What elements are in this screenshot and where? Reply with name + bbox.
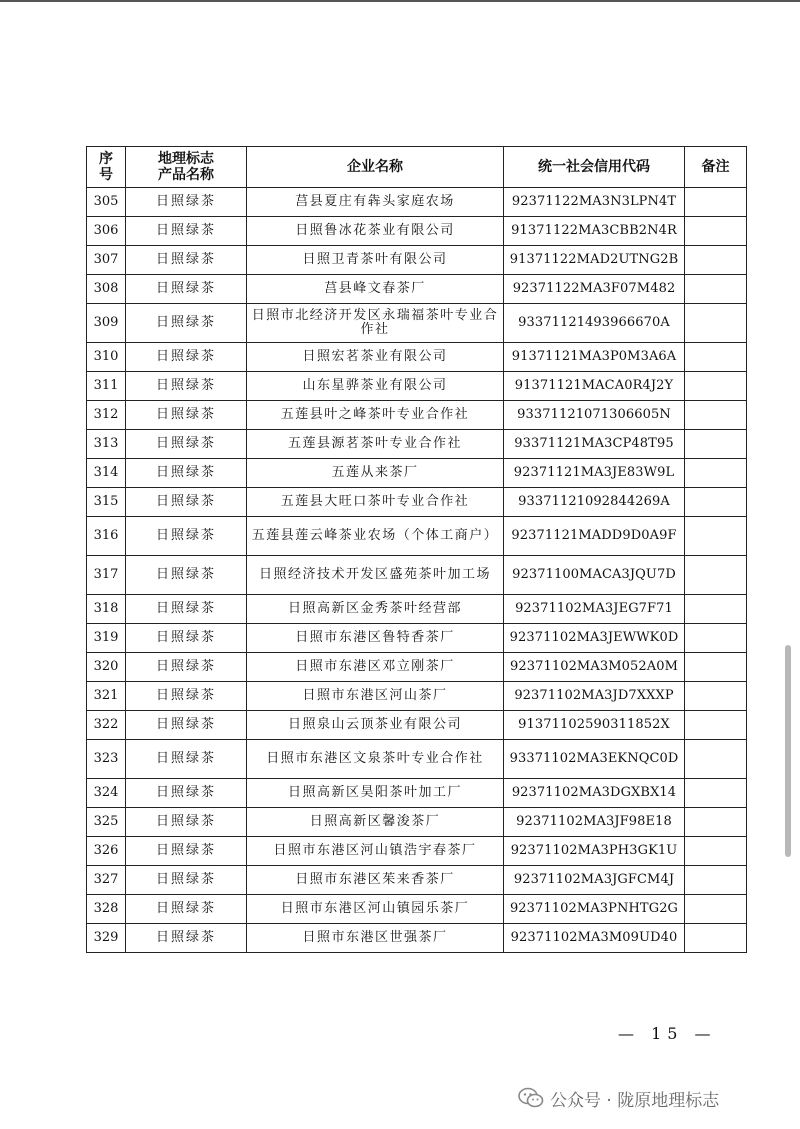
table-row (87, 304, 747, 343)
cell-note (685, 837, 747, 866)
cell-serial-number: 309 (87, 304, 126, 343)
cell-credit-code: 91371121MACA0R4J2Y (504, 372, 685, 401)
cell-gi-product: 日照绿茶 (126, 246, 247, 275)
cell-credit-code: 92371102MA3DGXBX14 (504, 779, 685, 808)
cell-credit-code: 91371122MA3CBB2N4R (504, 217, 685, 246)
table-row (87, 401, 747, 430)
cell-serial-number: 325 (87, 808, 126, 837)
cell-note (685, 740, 747, 779)
cell-credit-code: 93371102MA3EKNQC0D (504, 740, 685, 779)
cell-company-name: 日照鲁冰花茶业有限公司 (247, 217, 504, 246)
cell-gi-product: 日照绿茶 (126, 488, 247, 517)
table-row (87, 343, 747, 372)
cell-note (685, 401, 747, 430)
cell-company-name: 日照市东港区河山镇园乐茶厂 (247, 895, 504, 924)
table-row (87, 595, 747, 624)
cell-serial-number: 321 (87, 682, 126, 711)
cell-note (685, 517, 747, 556)
cell-gi-product: 日照绿茶 (126, 895, 247, 924)
header-gi-line2: 产品名称 (158, 167, 214, 183)
table-row (87, 653, 747, 682)
cell-note (685, 275, 747, 304)
cell-gi-product: 日照绿茶 (126, 779, 247, 808)
wechat-official-account-icon (518, 1087, 544, 1109)
page-number: — 15 — (618, 1024, 717, 1043)
cell-company-name: 日照高新区金秀茶叶经营部 (247, 595, 504, 624)
cell-note (685, 653, 747, 682)
cell-company-name: 日照市东港区邓立刚茶厂 (247, 653, 504, 682)
cell-credit-code: 92371102MA3M052A0M (504, 653, 685, 682)
table-row (87, 430, 747, 459)
cell-serial-number: 305 (87, 188, 126, 217)
cell-company-name: 日照高新区昊阳茶叶加工厂 (247, 779, 504, 808)
cell-company-name: 五莲县源茗茶叶专业合作社 (247, 430, 504, 459)
cell-gi-product: 日照绿茶 (126, 372, 247, 401)
table-row (87, 779, 747, 808)
cell-note (685, 711, 747, 740)
cell-gi-product: 日照绿茶 (126, 556, 247, 595)
cell-note (685, 808, 747, 837)
cell-gi-product: 日照绿茶 (126, 217, 247, 246)
scrollbar-thumb[interactable] (785, 645, 791, 857)
table-row (87, 517, 747, 556)
cell-credit-code: 93371121071306605N (504, 401, 685, 430)
cell-gi-product: 日照绿茶 (126, 188, 247, 217)
cell-serial-number: 317 (87, 556, 126, 595)
cell-company-name: 日照市东港区河山茶厂 (247, 682, 504, 711)
cell-note (685, 188, 747, 217)
cell-gi-product: 日照绿茶 (126, 304, 247, 343)
cell-note (685, 682, 747, 711)
cell-serial-number: 320 (87, 653, 126, 682)
cell-credit-code: 92371102MA3PNHTG2G (504, 895, 685, 924)
table-row (87, 624, 747, 653)
cell-note (685, 217, 747, 246)
cell-note (685, 924, 747, 953)
table-row (87, 866, 747, 895)
cell-note (685, 556, 747, 595)
cell-serial-number: 306 (87, 217, 126, 246)
cell-credit-code: 93371121493966670A (504, 304, 685, 343)
table-row (87, 188, 747, 217)
cell-company-name: 日照经济技术开发区盛苑茶叶加工场 (247, 556, 504, 595)
cell-company-name: 日照市东港区河山镇浩宇春茶厂 (247, 837, 504, 866)
cell-serial-number: 314 (87, 459, 126, 488)
cell-credit-code: 92371102MA3JEG7F71 (504, 595, 685, 624)
cell-note (685, 595, 747, 624)
cell-company-name: 日照高新区馨浚茶厂 (247, 808, 504, 837)
table-row (87, 837, 747, 866)
header-serial-line1: 序 (99, 151, 113, 167)
table-row (87, 682, 747, 711)
cell-gi-product: 日照绿茶 (126, 924, 247, 953)
cell-credit-code: 92371102MA3JGFCM4J (504, 866, 685, 895)
cell-serial-number: 307 (87, 246, 126, 275)
table-row (87, 556, 747, 595)
table-row (87, 488, 747, 517)
cell-company-name: 日照市东港区鲁特香茶厂 (247, 624, 504, 653)
cell-gi-product: 日照绿茶 (126, 837, 247, 866)
cell-credit-code: 91371122MAD2UTNG2B (504, 246, 685, 275)
cell-credit-code: 92371102MA3M09UD40 (504, 924, 685, 953)
cell-note (685, 372, 747, 401)
cell-serial-number: 311 (87, 372, 126, 401)
cell-gi-product: 日照绿茶 (126, 517, 247, 556)
cell-company-name: 日照市东港区文泉茶叶专业合作社 (247, 740, 504, 779)
header-gi-line1: 地理标志 (158, 151, 214, 167)
table-row (87, 740, 747, 779)
cell-note (685, 430, 747, 459)
table-row (87, 895, 747, 924)
cell-gi-product: 日照绿茶 (126, 653, 247, 682)
cell-serial-number: 328 (87, 895, 126, 924)
cell-serial-number: 322 (87, 711, 126, 740)
table-row (87, 924, 747, 953)
cell-serial-number: 310 (87, 343, 126, 372)
cell-company-name: 五莲县大旺口茶叶专业合作社 (247, 488, 504, 517)
cell-serial-number: 327 (87, 866, 126, 895)
cell-gi-product: 日照绿茶 (126, 459, 247, 488)
cell-note (685, 624, 747, 653)
cell-company-name: 日照市东港区世强茶厂 (247, 924, 504, 953)
cell-serial-number: 316 (87, 517, 126, 556)
table-body (87, 188, 747, 953)
cell-credit-code: 92371122MA3F07M482 (504, 275, 685, 304)
header-serial-number (87, 147, 126, 188)
cell-credit-code: 91371102590311852X (504, 711, 685, 740)
cell-gi-product: 日照绿茶 (126, 711, 247, 740)
cell-gi-product: 日照绿茶 (126, 866, 247, 895)
header-note: 备注 (685, 147, 747, 188)
cell-company-name: 五莲县莲云峰茶业农场（个体工商户） (247, 517, 504, 556)
cell-serial-number: 326 (87, 837, 126, 866)
cell-company-name: 日照卫青茶叶有限公司 (247, 246, 504, 275)
cell-serial-number: 318 (87, 595, 126, 624)
cell-gi-product: 日照绿茶 (126, 595, 247, 624)
cell-credit-code: 92371121MADD9D0A9F (504, 517, 685, 556)
cell-credit-code: 93371121MA3CP48T95 (504, 430, 685, 459)
cell-company-name: 五莲从来茶厂 (247, 459, 504, 488)
cell-credit-code: 92371122MA3N3LPN4T (504, 188, 685, 217)
cell-serial-number: 324 (87, 779, 126, 808)
table-row (87, 217, 747, 246)
table-row (87, 711, 747, 740)
cell-company-name: 日照宏茗茶业有限公司 (247, 343, 504, 372)
cell-credit-code: 92371102MA3JEWWK0D (504, 624, 685, 653)
cell-company-name: 日照市北经济开发区永瑞福茶叶专业合作社 (247, 304, 504, 343)
cell-gi-product: 日照绿茶 (126, 624, 247, 653)
cell-gi-product: 日照绿茶 (126, 275, 247, 304)
watermark-text: 公众号 · 陇原地理标志 (550, 1090, 720, 1111)
cell-note (685, 779, 747, 808)
cell-company-name: 日照泉山云顶茶业有限公司 (247, 711, 504, 740)
cell-note (685, 866, 747, 895)
cell-serial-number: 315 (87, 488, 126, 517)
cell-serial-number: 313 (87, 430, 126, 459)
cell-serial-number: 308 (87, 275, 126, 304)
cell-credit-code: 92371102MA3JD7XXXP (504, 682, 685, 711)
cell-credit-code: 93371121092844269A (504, 488, 685, 517)
cell-credit-code: 92371102MA3JF98E18 (504, 808, 685, 837)
header-company-name: 企业名称 (247, 147, 504, 188)
cell-note (685, 459, 747, 488)
cell-company-name: 山东星骅茶业有限公司 (247, 372, 504, 401)
cell-note (685, 895, 747, 924)
cell-credit-code: 92371102MA3PH3GK1U (504, 837, 685, 866)
cell-gi-product: 日照绿茶 (126, 343, 247, 372)
header-gi-product (126, 147, 247, 188)
cell-note (685, 304, 747, 343)
watermark (518, 1084, 719, 1112)
cell-note (685, 488, 747, 517)
table-row (87, 808, 747, 837)
cell-credit-code: 92371100MACA3JQU7D (504, 556, 685, 595)
table-header-row (87, 147, 747, 188)
cell-gi-product: 日照绿茶 (126, 740, 247, 779)
header-serial-line2: 号 (99, 167, 113, 183)
table-row (87, 372, 747, 401)
cell-note (685, 343, 747, 372)
cell-company-name: 日照市东港区茱来香茶厂 (247, 866, 504, 895)
cell-serial-number: 312 (87, 401, 126, 430)
cell-note (685, 246, 747, 275)
cell-serial-number: 323 (87, 740, 126, 779)
cell-serial-number: 329 (87, 924, 126, 953)
cell-gi-product: 日照绿茶 (126, 430, 247, 459)
cell-company-name: 莒县夏庄有犇头家庭农场 (247, 188, 504, 217)
cell-gi-product: 日照绿茶 (126, 682, 247, 711)
cell-company-name: 莒县峰文春茶厂 (247, 275, 504, 304)
table-row (87, 246, 747, 275)
cell-gi-product: 日照绿茶 (126, 808, 247, 837)
table-row (87, 459, 747, 488)
enterprise-table (86, 146, 747, 953)
cell-company-name: 五莲县叶之峰茶叶专业合作社 (247, 401, 504, 430)
top-rule (0, 0, 800, 2)
cell-credit-code: 92371121MA3JE83W9L (504, 459, 685, 488)
cell-gi-product: 日照绿茶 (126, 401, 247, 430)
cell-serial-number: 319 (87, 624, 126, 653)
table-row (87, 275, 747, 304)
header-credit-code: 统一社会信用代码 (504, 147, 685, 188)
cell-credit-code: 91371121MA3P0M3A6A (504, 343, 685, 372)
